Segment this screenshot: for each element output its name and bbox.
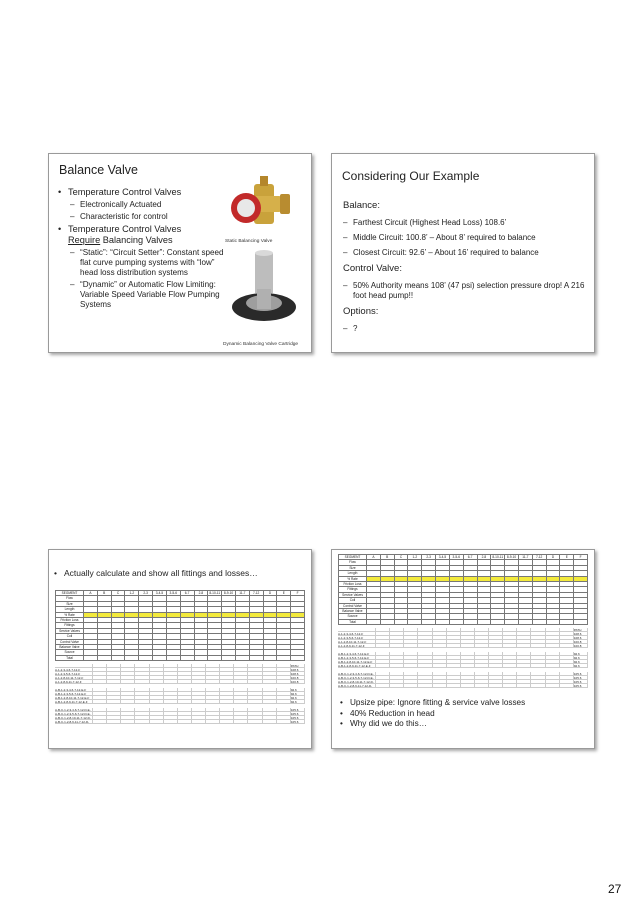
path-cell: [93, 720, 107, 724]
path-name: A-1-2-8-10-11-7-12-F: [55, 676, 93, 680]
path-total: 92.6: [574, 656, 588, 660]
table-row-label: Balance Valve: [56, 645, 84, 650]
table-cell: [519, 620, 533, 625]
path-cell: [135, 720, 149, 724]
path-cell: [206, 720, 220, 724]
table-row-label: Flow: [56, 596, 84, 601]
table-cell: [560, 620, 574, 625]
table-cell: [533, 620, 547, 625]
path-cell: [489, 684, 503, 688]
path-total-header: PATH: [291, 664, 305, 668]
path-cell: [277, 700, 291, 704]
table-header-cell: 6-7: [181, 591, 195, 596]
path-cell: [135, 680, 149, 684]
table-header-cell: 7-12: [250, 591, 264, 596]
table-row-label: Friction Loss: [56, 618, 84, 623]
slide-upsized-table: [331, 549, 595, 749]
path-cell: [560, 644, 574, 648]
bullet-list: [58, 187, 228, 312]
path-cell: [263, 680, 277, 684]
table-cell: [84, 656, 98, 661]
table-header-cell: 2-3: [139, 591, 153, 596]
table-header-cell: SEGMENT: [339, 555, 367, 560]
dynamic-balancing-valve-image: [229, 249, 301, 334]
path-cell: [376, 684, 390, 688]
path-cell: [150, 700, 164, 704]
path-total: 105.6: [291, 708, 305, 712]
path-cell: [150, 680, 164, 684]
table-row-label: Flow: [339, 560, 367, 565]
path-cell: [376, 664, 390, 668]
table-cell: [464, 620, 478, 625]
table-header-cell: 1-2: [408, 555, 422, 560]
path-name: A-1-2-8-9-11-7-12-F: [338, 644, 376, 648]
path-name: A-1-2-8-9-11-7-12-F: [55, 680, 93, 684]
table-header-cell: D: [547, 555, 561, 560]
path-name: A-1-2-3-5-6-7-12-F: [338, 636, 376, 640]
table-header-cell: 11-7: [236, 591, 250, 596]
path-cell: [489, 644, 503, 648]
table-header-cell: 2-8: [195, 591, 209, 596]
path-cell: [121, 720, 135, 724]
table-cell: [291, 656, 305, 661]
page-number: 27: [608, 882, 622, 896]
path-cell: [433, 644, 447, 648]
table-row: [338, 664, 588, 668]
table-row-label: % Rate: [339, 577, 367, 582]
bullet-text: Balancing Valves: [100, 235, 173, 245]
path-cell: [546, 644, 560, 648]
path-total: 105.6: [574, 676, 588, 680]
bullet-text: Temperature Control Valves: [68, 224, 182, 234]
path-cell: [517, 644, 531, 648]
table-row: [55, 720, 305, 724]
path-totals: [55, 664, 305, 724]
path-cell: [121, 700, 135, 704]
table-cell: [478, 620, 492, 625]
sub-bullet: – Farthest Circuit (Highest Head Loss) 108.6’: [343, 218, 588, 228]
table-row-label: Control Valve: [56, 640, 84, 645]
table-cell: [408, 620, 422, 625]
path-cell: [475, 684, 489, 688]
table-header-cell: 6-7: [464, 555, 478, 560]
sub-bullet: – “Dynamic” or Automatic Flow Limiting: Variable Speed Variable Flow Pumping Systems: [58, 280, 228, 310]
table-row-label: Size: [56, 602, 84, 607]
section-heading: Options:: [343, 306, 379, 317]
path-total: 105.6: [574, 672, 588, 676]
path-cell: [164, 720, 178, 724]
path-cell: [206, 680, 220, 684]
path-cell: [107, 720, 121, 724]
table-row-label: Source: [339, 614, 367, 619]
table-row-label: Service Valves: [56, 629, 84, 634]
path-name: A-B-C-1-2-8-10-11-7-12-D-: [338, 680, 376, 684]
path-cell: [447, 684, 461, 688]
table-row: [338, 684, 588, 688]
path-name: A-1-2-8-10-11-7-12-F: [338, 640, 376, 644]
slide-title: Considering Our Example: [342, 169, 480, 183]
path-name: A-B-C-1-2-8-9-11-7-12-D-: [338, 684, 376, 688]
table-row-label: Balance Valve: [339, 609, 367, 614]
table-header-cell: C: [395, 555, 409, 560]
path-cell: [447, 644, 461, 648]
table-cell: [167, 656, 181, 661]
path-cell: [390, 664, 404, 668]
table-header-cell: C: [112, 591, 126, 596]
static-balancing-valve-image: [224, 174, 294, 234]
path-cell: [263, 700, 277, 704]
path-cell: [404, 684, 418, 688]
table-cell: [547, 620, 561, 625]
table-header-cell: 8-10-11: [491, 555, 505, 560]
path-cell: [475, 664, 489, 668]
path-total: 105.6: [291, 720, 305, 724]
table-header-cell: A: [84, 591, 98, 596]
path-cell: [192, 720, 206, 724]
table-row-label: Friction Loss: [339, 582, 367, 587]
path-total: 105.6: [574, 680, 588, 684]
table-row-label: Source: [56, 650, 84, 655]
path-name: A-B-C-1-2-3-5-6-7-12-D-E-: [338, 676, 376, 680]
path-total: 92.6: [291, 700, 305, 704]
path-total: 92.6: [291, 696, 305, 700]
table-cell: [112, 656, 126, 661]
table-row-label: Coil: [56, 634, 84, 639]
segment-grid: [338, 554, 588, 625]
table-header-cell: F: [574, 555, 588, 560]
path-cell: [531, 664, 545, 668]
table-cell: [181, 656, 195, 661]
path-name: A-1-2-3-4-6-7-12-F: [338, 632, 376, 636]
section-heading: Control Valve:: [343, 263, 402, 274]
table-cell: [491, 620, 505, 625]
path-cell: [390, 644, 404, 648]
path-cell: [121, 680, 135, 684]
sub-bullet: – ?: [343, 324, 588, 334]
path-total: 100.8: [291, 680, 305, 684]
path-cell: [220, 720, 234, 724]
table-header-cell: B: [381, 555, 395, 560]
path-name: A-B-1-2-8-10-11-7-12-E-F: [338, 660, 376, 664]
path-cell: [560, 664, 574, 668]
path-cell: [248, 720, 262, 724]
table-header-cell: SEGMENT: [56, 591, 84, 596]
path-total: 108.6: [574, 636, 588, 640]
image-caption: Dynamic Balancing Valve Cartridge: [223, 342, 299, 347]
path-cell: [277, 680, 291, 684]
table-header-cell: 8-9-10: [505, 555, 519, 560]
bullet: • Temperature Control Valves: [58, 187, 228, 198]
path-cell: [135, 700, 149, 704]
path-cell: [404, 664, 418, 668]
bullet-text-underlined: Require: [68, 235, 101, 245]
path-name: A-B-1-2-3-5-6-7-12-E-F: [55, 692, 93, 696]
path-total: 100.8: [291, 676, 305, 680]
table-header-cell: 3-5-6: [167, 591, 181, 596]
path-cell: [531, 644, 545, 648]
table-cell: [264, 656, 278, 661]
slide-title: Balance Valve: [59, 163, 138, 177]
table-header-cell: 3-4-5: [153, 591, 167, 596]
path-cell: [546, 684, 560, 688]
head-loss-table: [55, 590, 305, 724]
path-total-header: PATH: [574, 628, 588, 632]
path-cell: [461, 684, 475, 688]
slide-calculation-table: [48, 549, 312, 749]
table-header-cell: 11-7: [519, 555, 533, 560]
table-header-cell: E: [560, 555, 574, 560]
path-total: 92.6: [574, 660, 588, 664]
table-cell: [222, 656, 236, 661]
path-cell: [418, 644, 432, 648]
path-cell: [489, 664, 503, 668]
path-cell: [461, 664, 475, 668]
path-total: 108.6: [291, 668, 305, 672]
path-name: A-B-C-1-2-3-4-6-7-12-D-E-: [338, 672, 376, 676]
table-row-label: Length: [339, 571, 367, 576]
path-cell: [178, 680, 192, 684]
table-header-cell: 7-12: [533, 555, 547, 560]
path-cell: [248, 700, 262, 704]
image-caption: Static Balancing Valve: [225, 239, 273, 244]
bullet: • 40% Reduction in head: [340, 709, 525, 720]
path-cell: [433, 684, 447, 688]
table-cell: [277, 656, 291, 661]
path-total: 100.8: [574, 640, 588, 644]
path-total: 92.6: [291, 688, 305, 692]
path-cell: [263, 720, 277, 724]
path-cell: [150, 720, 164, 724]
table-row-label: Fittings: [339, 587, 367, 592]
path-cell: [503, 664, 517, 668]
bullet: [58, 224, 228, 246]
path-cell: [178, 720, 192, 724]
path-name: A-B-1-2-8-10-11-7-12-E-F: [55, 696, 93, 700]
path-name: A-1-2-3-4-6-7-12-F: [55, 668, 93, 672]
path-name: A-B-C-1-2-3-5-6-7-12-D-E-: [55, 712, 93, 716]
path-cell: [248, 680, 262, 684]
path-name: A-B-C-1-2-8-10-11-7-12-D-: [55, 716, 93, 720]
table-header-cell: F: [291, 591, 305, 596]
bullet: • Why did we do this…: [340, 719, 525, 730]
path-cell: [517, 664, 531, 668]
path-cell: [560, 684, 574, 688]
table-cell: [395, 620, 409, 625]
path-name: A-B-C-1-2-3-4-6-7-12-D-E-: [55, 708, 93, 712]
path-total: 92.6: [574, 652, 588, 656]
path-cell: [418, 684, 432, 688]
sub-bullet: – Middle Circuit: 100.8’ – About 8’ required to balance: [343, 233, 588, 243]
table-cell: [153, 656, 167, 661]
table-row-label: Service Valves: [339, 593, 367, 598]
path-total: 108.6: [574, 632, 588, 636]
path-name: A-B-1-2-8-9-11-7-12-E-F: [338, 664, 376, 668]
table-header-cell: 1-2: [125, 591, 139, 596]
table-row-label: Size: [339, 566, 367, 571]
path-cell: [164, 700, 178, 704]
path-total: 92.6: [291, 692, 305, 696]
path-cell: [234, 720, 248, 724]
path-name: A-B-1-2-3-4-6-7-12-E-F: [338, 652, 376, 656]
path-cell: [475, 644, 489, 648]
table-header-cell: 8-9-10: [222, 591, 236, 596]
table-header-cell: E: [277, 591, 291, 596]
table-header-cell: D: [264, 591, 278, 596]
path-name: A-B-1-2-8-9-11-7-12-E-F: [55, 700, 93, 704]
table-row: [55, 680, 305, 684]
table-cell: [250, 656, 264, 661]
path-cell: [433, 664, 447, 668]
table-cell: [367, 620, 381, 625]
path-total: 105.6: [574, 684, 588, 688]
table-header-cell: 2-8: [478, 555, 492, 560]
table-cell: [436, 620, 450, 625]
table-row-label: Coil: [339, 598, 367, 603]
path-cell: [447, 664, 461, 668]
sub-bullet: – Characteristic for control: [58, 212, 228, 222]
table-row-label: Length: [56, 607, 84, 612]
sub-bullet: – Closest Circuit: 92.6’ – About 16’ required to balance: [343, 248, 588, 258]
path-cell: [517, 684, 531, 688]
table-row: [55, 700, 305, 704]
table-cell: [125, 656, 139, 661]
table-cell: [381, 620, 395, 625]
path-name: A-B-C-1-2-8-9-11-7-12-D-: [55, 720, 93, 724]
sub-bullet: – 50% Authority means 108’ (47 psi) selection pressure drop! A 216 foot head pump!!: [343, 281, 588, 301]
table-cell: [208, 656, 222, 661]
table-header-cell: 8-10-11: [208, 591, 222, 596]
table-header-cell: 3-4-5: [436, 555, 450, 560]
slide-considering-example: [331, 153, 595, 353]
path-cell: [418, 664, 432, 668]
path-cell: [178, 700, 192, 704]
path-cell: [220, 680, 234, 684]
table-header-cell: 3-5-6: [450, 555, 464, 560]
path-total: 92.6: [574, 664, 588, 668]
table-header-cell: A: [367, 555, 381, 560]
table-row-label: Control Valve: [339, 604, 367, 609]
sub-bullet: – “Static”: “Circuit Setter”: Constant speed flat curve pumping systems with “low” head loss distribution systems: [58, 248, 228, 278]
table-row-label: % Rate: [56, 613, 84, 618]
path-cell: [503, 684, 517, 688]
table-cell: [236, 656, 250, 661]
path-cell: [107, 680, 121, 684]
path-cell: [546, 664, 560, 668]
path-cell: [93, 700, 107, 704]
path-total: 105.6: [291, 712, 305, 716]
segment-grid: [55, 590, 305, 661]
table-cell: [98, 656, 112, 661]
path-cell: [461, 644, 475, 648]
path-cell: [93, 680, 107, 684]
table-header-cell: B: [98, 591, 112, 596]
slide-balance-valve: [48, 153, 312, 353]
path-cell: [192, 700, 206, 704]
path-cell: [220, 700, 234, 704]
path-cell: [277, 720, 291, 724]
path-cell: [234, 700, 248, 704]
path-name: A-B-1-2-3-5-6-7-12-E-F: [338, 656, 376, 660]
path-name: A-1-2-3-5-6-7-12-F: [55, 672, 93, 676]
path-total: 108.6: [291, 672, 305, 676]
table-header-cell: 2-3: [422, 555, 436, 560]
table-cell: [574, 620, 588, 625]
path-cell: [376, 644, 390, 648]
table-row-label: Fittings: [56, 623, 84, 628]
path-cell: [164, 680, 178, 684]
table-cell: [195, 656, 209, 661]
table-row-label: Total: [56, 656, 84, 661]
bullet: • Actually calculate and show all fittings and losses…: [54, 568, 258, 579]
path-total: 100.8: [574, 644, 588, 648]
head-loss-table: [338, 554, 588, 688]
path-totals: [338, 628, 588, 688]
table-cell: [505, 620, 519, 625]
section-heading: Balance:: [343, 200, 380, 211]
table-cell: [450, 620, 464, 625]
path-total: 105.6: [291, 716, 305, 720]
path-cell: [390, 684, 404, 688]
path-cell: [503, 644, 517, 648]
bullet-list: [340, 698, 525, 730]
path-cell: [531, 684, 545, 688]
table-row-label: Total: [339, 620, 367, 625]
table-row: [338, 644, 588, 648]
slide-content: [343, 196, 588, 339]
table-cell: [422, 620, 436, 625]
path-name: A-B-1-2-3-4-6-7-12-E-F: [55, 688, 93, 692]
path-cell: [107, 700, 121, 704]
path-cell: [234, 680, 248, 684]
sub-bullet: – Electronically Actuated: [58, 200, 228, 210]
path-cell: [206, 700, 220, 704]
path-cell: [192, 680, 206, 684]
bullet: • Upsize pipe: Ignore fitting & service valve losses: [340, 698, 525, 709]
table-cell: [139, 656, 153, 661]
path-cell: [404, 644, 418, 648]
